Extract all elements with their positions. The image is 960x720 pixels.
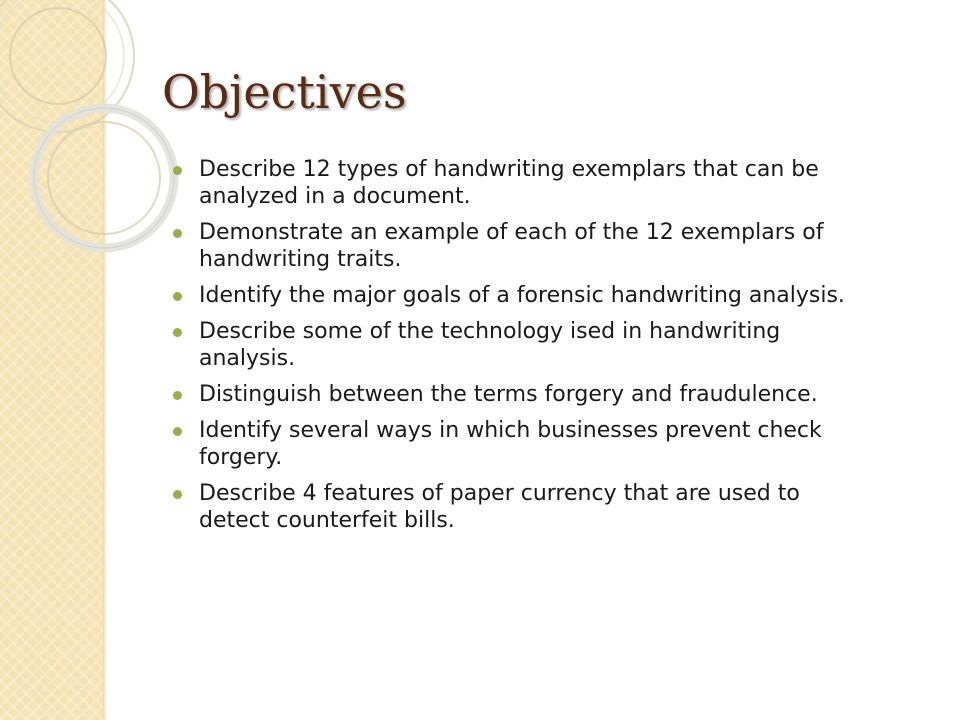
list-item	[166, 318, 876, 372]
list-item	[166, 480, 876, 534]
list-item-text: Describe some of the technology ised in handwriting analysis.	[199, 319, 781, 371]
bullet-dot-icon	[173, 229, 182, 238]
list-item-text: Describe 12 types of handwriting exemplars that can be analyzed in a document.	[199, 157, 819, 209]
list-item	[166, 156, 876, 210]
list-item	[166, 219, 876, 273]
list-item-text: Demonstrate an example of each of the 12 exemplars of handwriting traits.	[199, 220, 824, 272]
list-item	[166, 417, 876, 471]
bullet-dot-icon	[173, 292, 182, 301]
bullet-dot-icon	[173, 490, 182, 499]
list-item	[166, 381, 876, 408]
list-item-text: Identify several ways in which businesses prevent check forgery.	[199, 418, 822, 470]
list-item-text: Identify the major goals of a forensic handwriting analysis.	[199, 283, 845, 308]
bullet-dot-icon	[173, 328, 182, 337]
bullet-dot-icon	[173, 427, 182, 436]
list-item-text: Distinguish between the terms forgery and fraudulence.	[199, 382, 818, 407]
bullet-dot-icon	[173, 166, 182, 175]
objectives-list	[166, 156, 876, 543]
list-item	[166, 282, 876, 309]
page-title: Objectives	[162, 65, 407, 119]
list-item-text: Describe 4 features of paper currency that are used to detect counterfeit bills.	[199, 481, 800, 533]
bullet-dot-icon	[173, 391, 182, 400]
